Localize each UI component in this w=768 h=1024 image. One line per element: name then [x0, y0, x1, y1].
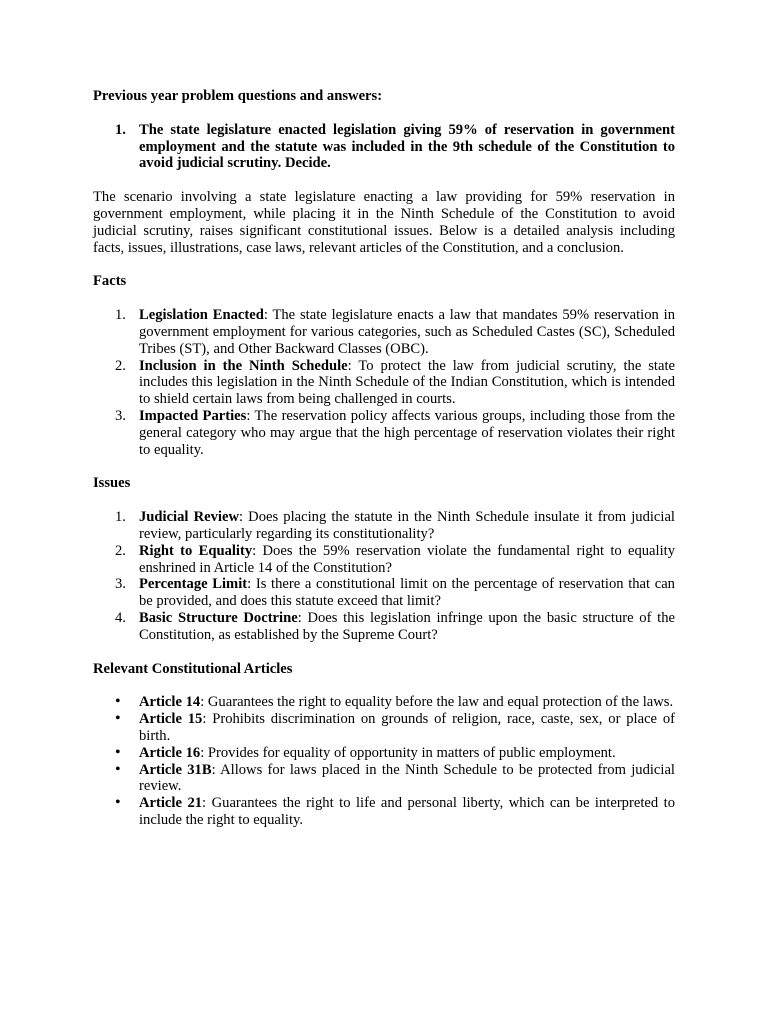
list-term: Legislation Enacted — [139, 307, 264, 324]
bullet-icon: • — [115, 743, 121, 761]
list-text: : Allows for laws placed in the Ninth Schedule to be protected from judicial review. — [139, 761, 675, 795]
list-term: Article 21 — [139, 795, 203, 812]
list-number: 3. — [115, 407, 126, 424]
list-text: : The state legislature enacts a law that mandates 59% reservation in government employment for various categories, such as Scheduled Castes (SC), Scheduled Tribes (ST), and Other Backward Classes (OBC). — [139, 307, 675, 357]
list-item — [93, 762, 675, 796]
list-term: Right to Equality — [139, 542, 253, 559]
bullet-icon: • — [115, 693, 121, 711]
list-text: : Guarantees the right to life and personal liberty, which can be interpreted to include the right to equality. — [139, 795, 675, 828]
list-number: 2. — [115, 542, 126, 559]
bullet-icon: • — [115, 760, 121, 778]
question-text: The state legislature enacted legislation giving 59% of reservation in government employment and the statute was included in the 9th schedule of the Constitution to avoid judicial scrutiny. Decide. — [139, 121, 675, 172]
list-text: : Prohibits discrimination on grounds of religion, race, caste, sex, or place of birth. — [139, 711, 675, 744]
list-item — [93, 711, 675, 745]
articles-heading: Relevant Constitutional Articles — [93, 660, 293, 677]
list-item — [93, 576, 675, 610]
question-item — [93, 122, 675, 172]
list-text: : Does placing the statute in the Ninth Schedule insulate it from judicial review, particularly regarding its constitutionality? — [139, 509, 675, 542]
list-item — [93, 408, 675, 458]
question-list — [93, 122, 675, 172]
list-term: Article 16 — [139, 744, 201, 761]
list-text: : Does the 59% reservation violate the fundamental right to equality enshrined in Article 14 of the Constitution? — [139, 542, 675, 576]
list-text: : To protect the law from judicial scrutiny, the state includes this legislation in the Ninth Schedule of the Indian Constitution, which is intended to shield certain laws from being challenged in courts. — [139, 357, 675, 408]
list-term: Judicial Review — [139, 509, 239, 526]
list-number: 1. — [115, 509, 126, 526]
list-number: 3. — [115, 576, 126, 593]
list-text: : Is there a constitutional limit on the percentage of reservation that can be provided, and does this statute exceed that limit? — [139, 576, 675, 610]
list-text: : Does this legislation infringe upon the basic structure of the Constitution, as established by the Supreme Court? — [139, 609, 675, 643]
list-term: Article 14 — [139, 694, 201, 711]
list-item — [93, 745, 675, 762]
facts-heading: Facts — [93, 273, 127, 290]
question-number: 1. — [115, 121, 126, 138]
page-title: Previous year problem questions and answers: — [93, 88, 383, 104]
list-item — [93, 694, 675, 711]
list-term: Impacted Parties — [139, 407, 247, 424]
list-term: Inclusion in the Ninth Schedule — [139, 357, 348, 374]
bullet-icon: • — [115, 794, 121, 812]
articles-list — [93, 694, 675, 828]
list-item — [93, 543, 675, 577]
issues-heading: Issues — [93, 475, 131, 492]
list-number: 2. — [115, 357, 126, 374]
facts-list — [93, 307, 675, 458]
list-term: Basic Structure Doctrine — [139, 609, 298, 626]
list-text: : Guarantees the right to equality before the law and equal protection of the laws. — [200, 694, 674, 711]
bullet-icon: • — [115, 710, 121, 728]
list-text: : The reservation policy affects various groups, including those from the general category who may argue that the high percentage of reservation violates their right to equality. — [139, 407, 676, 458]
intro-paragraph: The scenario involving a state legislature enacting a law providing for 59% reservation in government employment, while placing it in the Ninth Schedule of the Constitution to avoid judicial scrutiny, raises significant constitutional issues. Below is a detailed analysis including facts, issues, illustrations, case laws, relevant articles of the Constitution, and a conclusion. — [93, 189, 675, 256]
list-item — [93, 307, 675, 357]
list-text: : Provides for equality of opportunity in matters of public employment. — [200, 744, 616, 761]
list-item — [93, 509, 675, 543]
document-page — [93, 88, 675, 846]
list-item — [93, 358, 675, 408]
list-number: 1. — [115, 307, 126, 324]
list-term: Article 31B — [139, 761, 212, 778]
list-term: Percentage Limit — [139, 576, 248, 593]
list-item — [93, 795, 675, 829]
list-item — [93, 610, 675, 644]
list-number: 4. — [115, 609, 126, 626]
list-term: Article 15 — [139, 711, 203, 728]
issues-list — [93, 509, 675, 643]
